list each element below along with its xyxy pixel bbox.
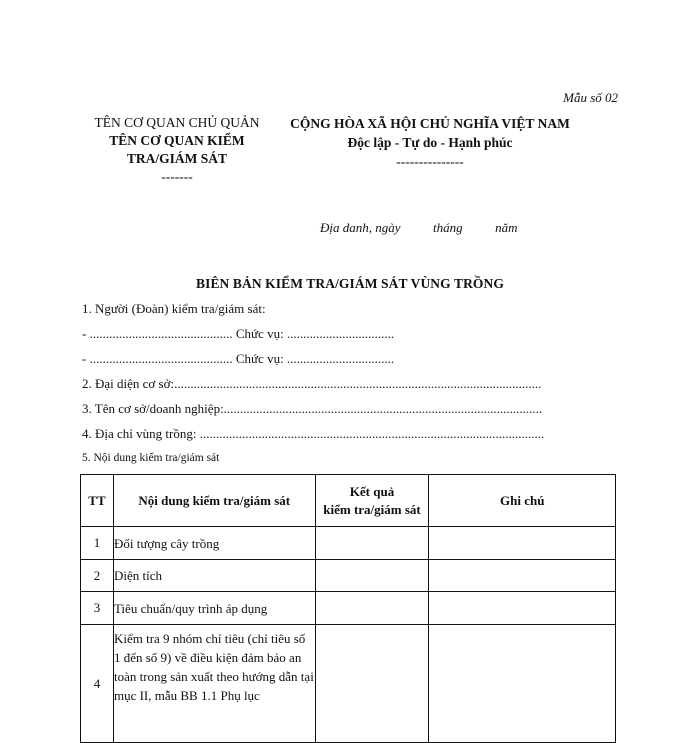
form-number: Mẫu số 02 <box>563 90 618 105</box>
place-day-label: Địa danh, ngày <box>320 220 401 235</box>
header-note: Ghi chú <box>429 475 616 527</box>
row-content: Kiểm tra 9 nhóm chỉ tiêu (chỉ tiêu số 1 đến số 9) về điều kiện đảm bảo an toàn trong sản xuất theo hướng dẫn tại mục II, mẫu BB 1.1 Phụ lục <box>113 625 315 743</box>
table-row <box>81 527 616 560</box>
content-heading: 5. Nội dung kiểm tra/giám sát <box>82 452 220 464</box>
inspecting-agency-name: TÊN CƠ QUAN KIỂM TRA/GIÁM SÁT <box>109 133 245 166</box>
national-header <box>268 114 592 171</box>
row-number: 1 <box>81 527 114 560</box>
row-number: 4 <box>81 625 114 743</box>
note-cell[interactable] <box>429 527 616 560</box>
result-cell[interactable] <box>315 625 429 743</box>
header-result-line1: Kết quả <box>349 483 395 499</box>
table-row <box>81 592 616 625</box>
month-label: tháng <box>433 220 463 235</box>
result-cell[interactable] <box>315 527 429 560</box>
note-cell[interactable] <box>429 625 616 743</box>
header-result <box>315 475 429 527</box>
facility-name-field: 3. Tên cơ sở/doanh nghiệp:.................................................................................................. <box>82 401 543 416</box>
inspection-table <box>80 474 616 743</box>
header-tt: TT <box>81 475 114 527</box>
note-cell[interactable] <box>429 560 616 592</box>
header-result-line2: kiểm tra/giám sát <box>323 501 421 517</box>
place-date-line <box>320 220 518 236</box>
table-header-row <box>81 475 616 527</box>
representative-field: 2. Đại diện cơ sở:................................................................................................................. <box>82 376 542 391</box>
agency-separator: ------- <box>161 169 193 184</box>
national-motto: Độc lập - Tự do - Hạnh phúc <box>347 135 513 150</box>
document-title: BIÊN BẢN KIỂM TRA/GIÁM SÁT VÙNG TRỒNG <box>195 276 504 291</box>
row-content: Diện tích <box>113 560 315 592</box>
agency-header <box>88 114 266 186</box>
member-field-1: - ............................................ Chức vụ: ................................. <box>82 326 395 341</box>
row-number: 2 <box>81 560 114 592</box>
row-content: Đối tượng cây trồng <box>113 527 315 560</box>
address-field: 4. Địa chỉ vùng trồng: .......................................................................................................... <box>82 426 545 441</box>
inspector-field: 1. Người (Đoàn) kiểm tra/giám sát: <box>82 301 266 316</box>
row-number: 3 <box>81 592 114 625</box>
motto-separator: --------------- <box>396 154 464 169</box>
table-row <box>81 625 616 743</box>
country-name: CỘNG HÒA XÃ HỘI CHỦ NGHĨA VIỆT NAM <box>290 116 570 131</box>
year-label: năm <box>495 220 518 235</box>
header-content: Nội dung kiểm tra/giám sát <box>113 475 315 527</box>
note-cell[interactable] <box>429 592 616 625</box>
table-row <box>81 560 616 592</box>
row-content: Tiêu chuẩn/quy trình áp dụng <box>113 592 315 625</box>
member-field-2: - ............................................ Chức vụ: ................................. <box>82 351 395 366</box>
parent-agency-name: TÊN CƠ QUAN CHỦ QUẢN <box>94 115 260 130</box>
result-cell[interactable] <box>315 592 429 625</box>
result-cell[interactable] <box>315 560 429 592</box>
